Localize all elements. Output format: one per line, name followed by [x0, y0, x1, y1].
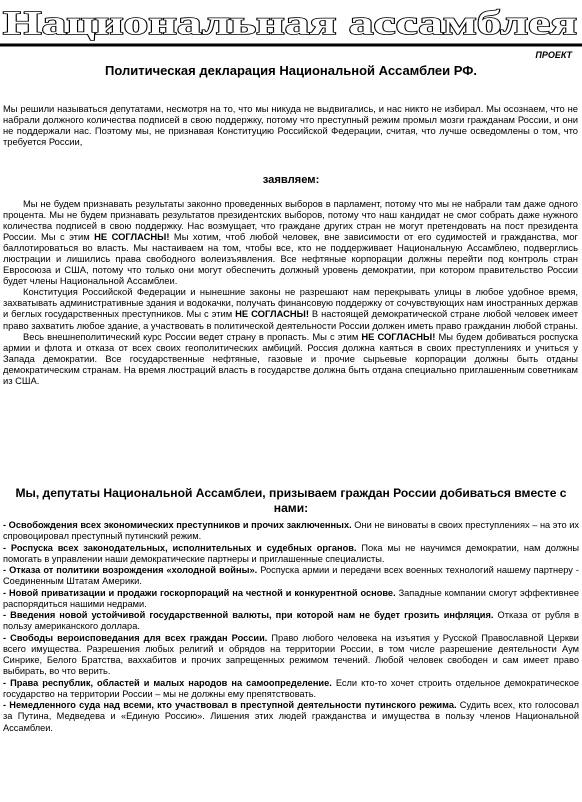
declare-heading: заявляем:: [262, 174, 320, 186]
demand-item: [3, 565, 579, 588]
demand-text: Отказа от рубля в пользу американского доллара.: [3, 610, 579, 632]
demand-text: Роспуска армии и передачи всех военных технологий нашему партнеру - Соединенным Штатам Америки.: [3, 565, 579, 587]
demands-list: [3, 520, 579, 734]
demand-heading: - Роспуска всех законодательных, исполнительных и судебных органов.: [3, 542, 357, 553]
paragraph-text: В настоящей демократической стране любой человек имеет право захватить любое здание, а участвовать в политической деятельности России должен иметь право гражданин любой страны.: [3, 308, 578, 331]
demand-text: Если кто-то хочет строить отдельное демократическое государство на территории России – мы не должны ему препятствовать.: [3, 677, 579, 699]
header-banner: [0, 0, 582, 47]
demand-item: [3, 700, 579, 734]
demand-heading: - Права республик, областей и малых народов на самоопределение.: [3, 677, 332, 688]
demand-heading: - Отказа от политики возрождения «холодной войны».: [3, 565, 258, 575]
disagree-emphasis: НЕ СОГЛАСНЫ!: [361, 330, 436, 342]
demand-item: [3, 543, 579, 566]
disagree-emphasis: НЕ СОГЛАСНЫ!: [235, 308, 309, 320]
demand-item: [3, 610, 579, 633]
paragraph-text: Мы будем добиваться роспуска армии и флота и отказа от всех своих геополитических амбиций. Россия должна каяться в своих преступлениях и учиться у Запада демократии. Все государственные нефтяные, газовые и прочие сырьевые корпорации должны быть отданы демократическим странам. На время люстраций власть в государстве должна быть отдана специально приглашенным советникам из США.: [3, 330, 579, 386]
paragraph-text: Мы хотим, чтоб любой человек, вне зависимости от его судимостей и гражданства, мог баллотироваться во власть. Мы настаиваем на том, чтобы все, кто не поддерживает Национальную Ассамблею, подверглись люстрации и лишились права свободного волеизъявления. Все нефтяные корпорации должны перейти под контроль стран Евросоюза и США, потому что только они могут обеспечить должный уровень демократии, при котором правительство России будет члены Национальной Ассамблеи.: [3, 231, 578, 287]
paragraph-text: Весь внешнеполитический курс России ведет страну в пропасть. Мы с этим: [23, 330, 359, 342]
demand-heading: - Новой приватизации и продажи госкорпораций на честной и конкурентной основе.: [3, 587, 396, 598]
draft-label: ПРОЕКТ: [535, 50, 572, 60]
document-title: Политическая декларация Национальной Ассамблеи РФ.: [105, 63, 477, 78]
demand-item: [3, 678, 579, 701]
banner-graphic: [0, 0, 582, 47]
demand-text: Судить всех, кто голосовал за Путина, Медведева и «Единую Россию». Лишения этих людей гражданства и имущества в пользу членов Национальной Ассамблеи.: [3, 700, 580, 733]
disagree-emphasis: НЕ СОГЛАСНЫ!: [94, 231, 170, 243]
paragraph-text: Конституция Российской Федерации и нынешние законы не разрешают нам перекрывать улицы в любое удобное время, захватывать административные здания и водокачки, получать финансовую поддержку от сочувствующих нам иностранных держав и беглых государственных преступников. Мы с этим: [3, 286, 578, 320]
paragraph-constitution: [3, 286, 578, 330]
demand-text: Право любого человека на изъятия у Русской Православной Церкви всего имущества. Разрешения любых религий и обрядов на территории России, в том числе разрешение деятельности Аум Синрике, Белого Братства, ваххабитов и прочих запрещенных режимом течений. Любой человек свободен и сам имеет право выбирать, во что верить.: [3, 632, 579, 677]
intro-paragraph: [3, 103, 578, 147]
demand-heading: - Освобождения всех экономических преступников и прочих заключенных.: [3, 520, 352, 530]
demand-item: [3, 588, 579, 611]
demand-item: [3, 520, 579, 543]
banner-title: Национальная ассамблея: [3, 5, 577, 42]
demand-heading: - Немедленного суда над всеми, кто участвовал в преступной деятельности путинского режима.: [3, 700, 457, 710]
paragraph-foreign-policy: [3, 331, 578, 386]
declaration-body: [3, 198, 578, 386]
paragraph-elections: [3, 198, 578, 286]
intro-text: Мы решили называться депутатами, несмотря на то, что мы никуда не выдвигались, и нас никто не избирал. Мы осознаем, что не набрали должного количества подписей в свою поддержку, потому что преступный режим промыл мозги гражданам России, и они не поддержали нас. Поэтому мы, не признавая Конституцию Российской Федерации, считая, что лучше осведомлены о том, что требуется России,: [3, 103, 578, 148]
call-to-action-heading: Мы, депутаты Национальной Ассамблеи, призываем граждан России добиваться вместе с нами:: [15, 486, 567, 515]
demand-heading: - Введения новой устойчивой государственной валюты, при которой нам не будет грозить инфляция.: [3, 610, 494, 620]
demand-text: Они не виноваты в своих преступлениях – на это их спровоцировал преступный путинский режим.: [3, 520, 579, 542]
demand-heading: - Свободы вероисповедания для всех граждан России.: [3, 632, 268, 643]
demand-item: [3, 633, 579, 678]
demand-text: Западные компании смогут эффективнее распорядиться нашими недрами.: [3, 587, 579, 609]
paragraph-text: Мы не будем признавать результаты законно проведенных выборов в парламент, потому что мы не набрали там даже одного процента. Мы не будем признавать результатов президентских выборов, потому что наш кандидат не смог собрать даже нужного количества подписей в свою поддержку. Нас возмущает, что граждане других стран не могут претендовать на пост президента России. Мы с этим: [3, 198, 578, 243]
demand-text: Пока мы не научимся демократии, нам должны помогать в управлении наши демократические партнеры и приглашенные специалисты.: [3, 542, 579, 564]
